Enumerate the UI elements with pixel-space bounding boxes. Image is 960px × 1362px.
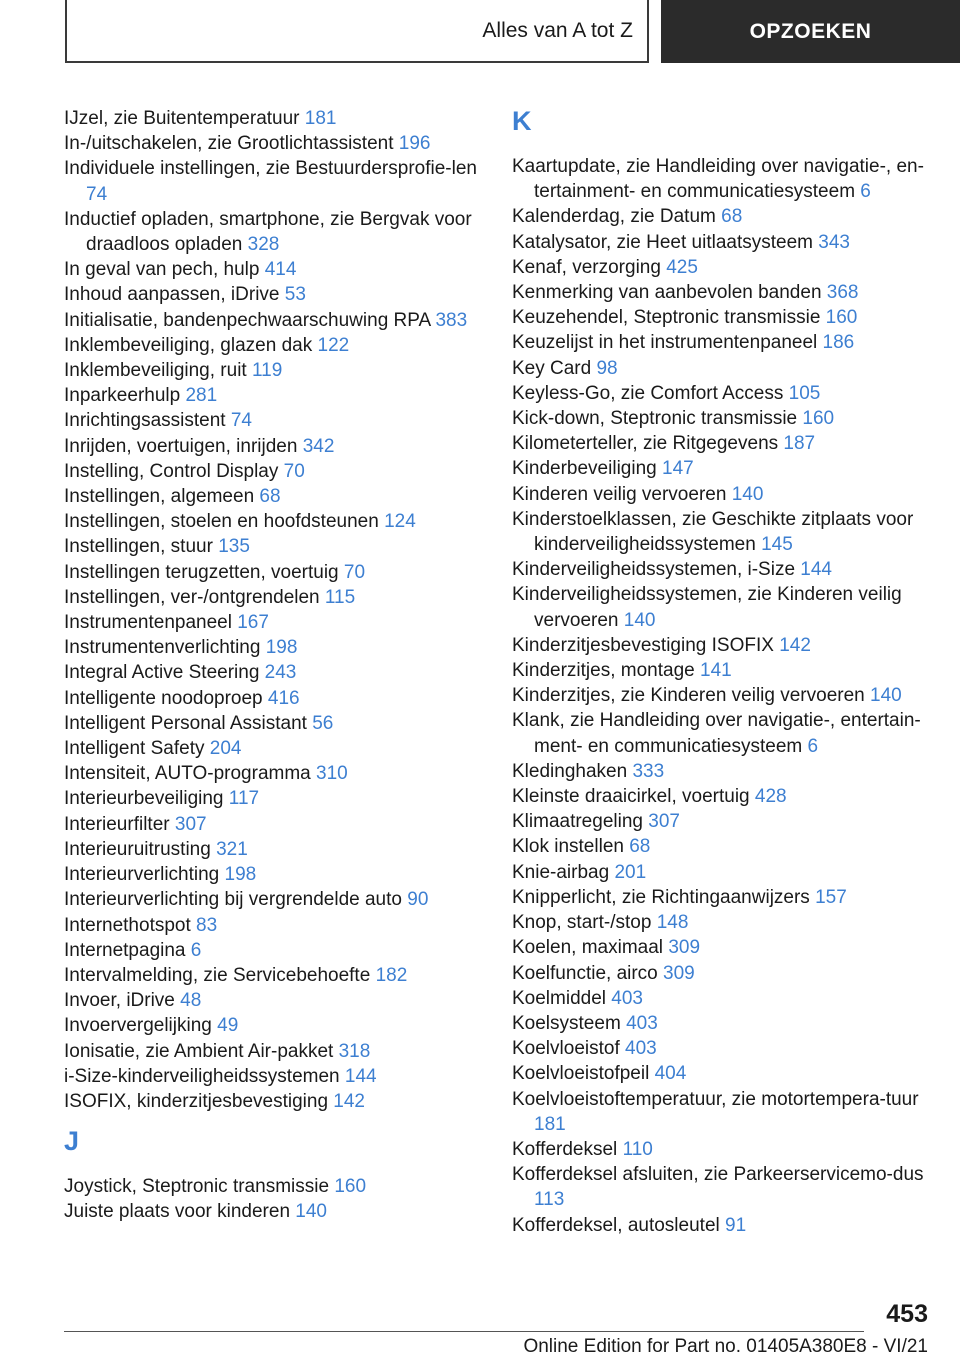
index-entry (512, 759, 932, 784)
index-entry (64, 131, 482, 156)
index-entry-text: i-Size-kinderveiligheidssystemen (64, 1065, 340, 1087)
index-entry-page-link[interactable]: 321 (216, 838, 248, 860)
index-entry-text: Inklembeveiliging, glazen dak (64, 334, 313, 356)
index-entry-text: Individuele instellingen, zie Bestuurdersprofie-len (64, 158, 477, 180)
index-entry-page-link[interactable]: 198 (265, 637, 298, 659)
footer-edition: Online Edition for Part no. 01405A380E8 - VI/21 (523, 1336, 928, 1357)
index-entry (64, 660, 482, 685)
index-entry-page-link[interactable]: 142 (779, 634, 811, 656)
index-entry-page-link[interactable]: 48 (180, 990, 202, 1012)
index-entry-text: Inrichtingsassistent (64, 410, 226, 432)
index-entry-page-link[interactable]: 181 (534, 1113, 566, 1135)
index-entry (512, 431, 932, 456)
index-entry-text: Kinderzitjes, zie Kinderen veilig vervoeren (512, 685, 865, 707)
index-entry (512, 708, 932, 758)
index-entry (64, 585, 482, 610)
index-entry-page-link[interactable]: 140 (623, 609, 656, 631)
index-entry (512, 885, 932, 910)
index-entry-page-link[interactable]: 105 (788, 382, 821, 404)
index-entry-text: Kofferdeksel afsluiten, zie Parkeerservicemo-dus (512, 1164, 924, 1186)
index-entry (512, 154, 932, 204)
index-entry-text: Kledinghaken (512, 760, 628, 782)
index-entry-page-link[interactable]: 181 (304, 108, 337, 129)
index-entry-page-link[interactable]: 342 (302, 435, 335, 457)
index-entry-page-link[interactable]: 318 (338, 1040, 371, 1062)
index-entry-text: Kilometerteller, zie Ritgegevens (512, 433, 779, 455)
index-entry-page-link[interactable]: 204 (209, 738, 242, 760)
index-entry (512, 1087, 932, 1137)
index-entry (64, 1174, 482, 1199)
index-entry-text: In-/uitschakelen, zie Grootlichtassistent (64, 133, 394, 155)
index-entry-page-link[interactable]: 160 (802, 408, 835, 430)
search-tab[interactable] (661, 0, 960, 63)
index-entry-page-link[interactable]: 70 (283, 460, 305, 482)
index-entry-text: Key Card (512, 357, 592, 379)
index-entry-page-link[interactable]: 144 (800, 559, 832, 581)
index-entry-page-link[interactable]: 416 (267, 687, 300, 709)
index-entry (64, 509, 482, 534)
page-number: 453 (886, 1300, 928, 1328)
index-entry-text: Kofferdeksel (512, 1138, 618, 1160)
index-entry-page-link[interactable]: 403 (626, 1012, 658, 1034)
index-entry-text: Keyless-Go, zie Comfort Access (512, 382, 784, 404)
index-entry (64, 459, 482, 484)
index-entry-text: Inklembeveiliging, ruit (64, 360, 247, 382)
index-entry-page-link[interactable]: 403 (625, 1038, 657, 1060)
index-entry-text: Kinderbeveiliging (512, 458, 657, 480)
index-entry-text: Knipperlicht, zie Richtingaanwijzers (512, 886, 810, 908)
index-entry (64, 207, 482, 257)
index-entry (64, 812, 482, 837)
index-entry-text: Internetpagina (64, 939, 186, 961)
index-entry-page-link[interactable]: 414 (264, 259, 297, 281)
index-entry (512, 1061, 932, 1086)
index-entry-text: Koelvloeistofpeil (512, 1063, 650, 1085)
index-entry (64, 862, 482, 887)
index-entry-text: Instellingen, algemeen (64, 486, 255, 508)
index-entry-page-link[interactable]: 307 (174, 813, 207, 835)
index-entry (512, 280, 932, 305)
index-entry (64, 484, 482, 509)
index-entry-page-link[interactable]: 309 (663, 962, 695, 984)
index-entry (64, 786, 482, 811)
index-entry (64, 308, 482, 333)
index-entry-text: Interieurverlichting bij vergrendelde auto (64, 889, 402, 911)
index-entry-text: Interieurbeveiliging (64, 788, 224, 810)
index-entry-page-link[interactable]: 6 (860, 181, 871, 203)
index-entry-text: Inhoud aanpassen, iDrive (64, 284, 280, 306)
index-entry (512, 1213, 932, 1238)
index-entry (64, 963, 482, 988)
index-entry (64, 988, 482, 1013)
index-entry-page-link[interactable]: 196 (398, 133, 431, 155)
index-entry-page-link[interactable]: 74 (230, 410, 252, 432)
index-entry-text: Instellingen, ver-/ontgrendelen (64, 586, 320, 608)
index-entry-text: Klank, zie Handleiding over navigatie-, entertain-ment- en communicatiesysteem (512, 710, 921, 757)
index-entry-page-link[interactable]: 383 (435, 309, 468, 331)
index-entry-page-link[interactable]: 115 (324, 586, 356, 608)
index-entry-text: Intelligente noodoproep (64, 687, 263, 709)
index-entry-page-link[interactable]: 343 (818, 231, 850, 253)
index-entry-text: Instrumentenpaneel (64, 612, 232, 634)
index-entry-page-link[interactable]: 56 (312, 712, 334, 734)
index-entry-text: Instelling, Control Display (64, 460, 279, 482)
index-column-right (512, 106, 932, 1238)
index-entry (512, 935, 932, 960)
index-entry-page-link[interactable]: 428 (754, 786, 787, 808)
index-entry-text: In geval van pech, hulp (64, 259, 260, 281)
index-entry-page-link[interactable]: 328 (247, 234, 280, 256)
index-entry (512, 356, 932, 381)
index-entry (512, 482, 932, 507)
index-entry-page-link[interactable]: 140 (731, 483, 764, 505)
index-entry (512, 910, 932, 935)
index-entry-text: Invoer, iDrive (64, 990, 175, 1012)
section-title: Alles van A tot Z (482, 18, 633, 42)
index-entry (64, 282, 482, 307)
index-entry-text: Intensiteit, AUTO-programma (64, 763, 311, 785)
index-entry-text: Integral Active Steering (64, 662, 260, 684)
index-entry-page-link[interactable]: 307 (648, 811, 680, 833)
index-entry (64, 938, 482, 963)
index-entry-text: ISOFIX, kinderzitjesbevestiging (64, 1090, 329, 1112)
index-entry-text: Koelvloeistof (512, 1038, 620, 1060)
index-entry (64, 383, 482, 408)
index-entry (64, 408, 482, 433)
index-letter-k: K (512, 106, 532, 136)
index-entry-text: Instellingen, stoelen en hoofdsteunen (64, 511, 379, 533)
index-entry (64, 736, 482, 761)
index-entry (64, 1089, 482, 1114)
index-entry-page-link[interactable]: 148 (656, 912, 689, 934)
index-entry-text: Instellingen, stuur (64, 536, 213, 558)
search-tab-label: OPZOEKEN (749, 19, 872, 43)
index-entry (512, 809, 932, 834)
index-entry (64, 711, 482, 736)
index-entry-page-link[interactable]: 68 (629, 836, 651, 858)
index-list-i (64, 106, 482, 1114)
index-entry-page-link[interactable]: 186 (822, 332, 855, 354)
index-entry-text: Inductief opladen, smartphone, zie Bergvak voor draadloos opladen (64, 208, 472, 256)
index-entry-text: Instellingen terugzetten, voertuig (64, 561, 339, 583)
index-entry-page-link[interactable]: 113 (534, 1189, 565, 1211)
index-entry-text: Keuzehendel, Steptronic transmissie (512, 307, 821, 329)
index-entry-text: Knop, start-/stop (512, 912, 652, 934)
index-entry (64, 560, 482, 585)
index-entry (64, 761, 482, 786)
index-entry-page-link[interactable]: 167 (237, 612, 269, 634)
index-entry (64, 913, 482, 938)
index-entry-text: Internethotspot (64, 914, 191, 936)
index-entry-text: Interieuruitrusting (64, 838, 211, 860)
index-entry-page-link[interactable]: 68 (259, 486, 281, 508)
index-entry (64, 534, 482, 559)
index-entry-text: Juiste plaats voor kinderen (64, 1201, 291, 1223)
index-entry-page-link[interactable]: 160 (825, 307, 858, 329)
index-entry-page-link[interactable]: 124 (384, 511, 416, 533)
index-entry (64, 887, 482, 912)
footer-divider (64, 1331, 864, 1332)
index-entry-page-link[interactable]: 140 (295, 1201, 327, 1223)
index-entry-page-link[interactable]: 310 (316, 763, 348, 785)
index-entry (64, 257, 482, 282)
index-entry-text: Kalenderdag, zie Datum (512, 206, 716, 228)
index-entry (64, 434, 482, 459)
index-entry-text: Keuzelijst in het instrumentenpaneel (512, 332, 818, 354)
index-entry (512, 255, 932, 280)
index-entry (512, 1036, 932, 1061)
index-entry-text: Invoervergelijking (64, 1015, 212, 1037)
index-entry-text: Joystick, Steptronic transmissie (64, 1176, 330, 1198)
index-entry (64, 1013, 482, 1038)
index-entry-page-link[interactable]: 142 (333, 1090, 365, 1112)
index-entry-text: Ionisatie, zie Ambient Air-pakket (64, 1040, 334, 1062)
index-entry-page-link[interactable]: 182 (375, 964, 408, 986)
index-entry-page-link[interactable]: 68 (721, 206, 743, 228)
index-entry-text: Klimaatregeling (512, 811, 643, 833)
index-entry-text: Kinderen veilig vervoeren (512, 483, 727, 505)
index-entry (512, 986, 932, 1011)
index-list-j (64, 1174, 482, 1224)
index-entry-text: Knie-airbag (512, 861, 610, 883)
section-tab[interactable] (65, 0, 649, 63)
index-entry-text: Kinderzitjesbevestiging ISOFIX (512, 634, 774, 656)
index-entry-text: Kick-down, Steptronic transmissie (512, 408, 798, 430)
index-entry-page-link[interactable]: 144 (344, 1065, 377, 1087)
index-entry-text: Inrijden, voertuigen, inrijden (64, 435, 298, 457)
index-entry (64, 610, 482, 635)
index-entry-page-link[interactable]: 157 (815, 886, 847, 908)
index-entry-text: Initialisatie, bandenpechwaarschuwing RPA (64, 309, 431, 331)
index-entry-text: Kenmerking van aanbevolen banden (512, 282, 822, 304)
index-entry (512, 456, 932, 481)
index-entry-page-link[interactable]: 425 (666, 256, 698, 278)
index-entry-text: Intelligent Personal Assistant (64, 712, 307, 734)
index-entry (512, 1162, 932, 1212)
index-entry-text: Kinderveiligheidssystemen, zie Kinderen veilig vervoeren (512, 584, 902, 631)
index-entry-text: Kinderstoelklassen, zie Geschikte zitplaats voor kinderveiligheidssystemen (512, 508, 914, 556)
index-entry (512, 633, 932, 658)
index-entry (512, 406, 932, 431)
index-entry-page-link[interactable]: 70 (343, 561, 366, 583)
index-entry-page-link[interactable]: 368 (826, 282, 859, 304)
index-entry-text: Koelvloeistoftemperatuur, zie motortempera-tuur (512, 1088, 919, 1110)
index-entry (512, 381, 932, 406)
index-entry-text: IJzel, zie Buitentemperatuur (64, 108, 300, 129)
index-entry-text: Kenaf, verzorging (512, 256, 661, 278)
index-entry-page-link[interactable]: 333 (632, 760, 665, 782)
index-entry-page-link[interactable]: 140 (870, 685, 902, 707)
index-entry (64, 1199, 482, 1224)
index-entry (64, 1064, 482, 1089)
index-entry (512, 204, 932, 229)
index-entry-page-link[interactable]: 53 (284, 284, 306, 306)
index-entry-page-link[interactable]: 74 (86, 183, 108, 205)
index-entry-text: Koelsysteem (512, 1012, 621, 1034)
index-entry-page-link[interactable]: 110 (622, 1138, 653, 1160)
index-entry-page-link[interactable]: 403 (611, 987, 643, 1009)
index-entry-page-link[interactable]: 135 (218, 536, 250, 558)
index-entry-page-link[interactable]: 90 (407, 889, 429, 911)
index-entry-text: Kaartupdate, zie Handleiding over navigatie-, en-tertainment- en communicatiesysteem (512, 156, 924, 203)
index-entry-page-link[interactable]: 49 (217, 1015, 239, 1037)
index-entry-page-link[interactable]: 281 (185, 385, 218, 407)
index-list-k (512, 154, 932, 1238)
index-entry-page-link[interactable]: 201 (614, 861, 647, 883)
index-entry-text: Interieurverlichting (64, 864, 220, 886)
index-entry (64, 358, 482, 383)
index-entry-page-link[interactable]: 119 (251, 360, 283, 382)
index-entry-page-link[interactable]: 160 (334, 1176, 367, 1198)
index-entry (512, 834, 932, 859)
index-entry-text: Intervalmelding, zie Servicebehoefte (64, 964, 371, 986)
index-entry-page-link[interactable]: 243 (264, 662, 297, 684)
index-entry (512, 961, 932, 986)
index-entry (512, 784, 932, 809)
index-entry-page-link[interactable]: 117 (228, 788, 260, 810)
index-entry-text: Instrumentenverlichting (64, 637, 261, 659)
index-entry-text: Koelfunctie, airco (512, 962, 658, 984)
index-entry-text: Kinderzitjes, montage (512, 660, 695, 682)
index-entry-text: Kofferdeksel, autosleutel (512, 1214, 720, 1236)
index-entry (512, 658, 932, 683)
index-letter-j: J (64, 1126, 80, 1157)
index-entry (512, 330, 932, 355)
index-entry-text: Koelmiddel (512, 987, 606, 1009)
index-entry-page-link[interactable]: 6 (807, 735, 819, 757)
index-entry-page-link[interactable]: 98 (596, 357, 618, 379)
index-entry-text: Inparkeerhulp (64, 385, 181, 407)
index-entry (64, 837, 482, 862)
index-entry-text: Koelen, maximaal (512, 937, 664, 959)
index-column-left (64, 106, 482, 1225)
index-entry-page-link[interactable]: 145 (761, 534, 793, 556)
index-entry-page-link[interactable]: 83 (196, 914, 218, 936)
index-entry (64, 1039, 482, 1064)
index-entry-page-link[interactable]: 147 (662, 458, 694, 480)
index-entry-page-link[interactable]: 309 (668, 937, 701, 959)
index-entry (512, 305, 932, 330)
index-entry-page-link[interactable]: 6 (190, 939, 202, 961)
index-entry (512, 557, 932, 582)
index-entry-text: Intelligent Safety (64, 738, 205, 760)
index-entry (512, 1137, 932, 1162)
index-entry (512, 683, 932, 708)
index-entry (64, 686, 482, 711)
index-entry (64, 156, 482, 206)
index-entry-page-link[interactable]: 122 (317, 334, 350, 356)
index-entry-text: Katalysator, zie Heet uitlaatsysteem (512, 231, 813, 253)
index-entry (512, 860, 932, 885)
index-entry-page-link[interactable]: 198 (224, 864, 257, 886)
index-entry-page-link[interactable]: 187 (783, 433, 816, 455)
index-entry-text: Klok instellen (512, 836, 624, 858)
index-entry-page-link[interactable]: 404 (654, 1063, 687, 1085)
index-entry-text: Kinderveiligheidssystemen, i-Size (512, 559, 796, 581)
index-entry-page-link[interactable]: 91 (725, 1214, 747, 1236)
index-entry (64, 106, 482, 131)
index-entry (512, 582, 932, 632)
index-entry (512, 507, 932, 557)
index-entry-page-link[interactable]: 141 (700, 660, 732, 682)
index-entry (512, 230, 932, 255)
index-entry (64, 635, 482, 660)
index-entry-text: Interieurfilter (64, 813, 170, 835)
index-entry (512, 1011, 932, 1036)
index-entry-text: Kleinste draaicirkel, voertuig (512, 786, 750, 808)
index-entry (64, 333, 482, 358)
